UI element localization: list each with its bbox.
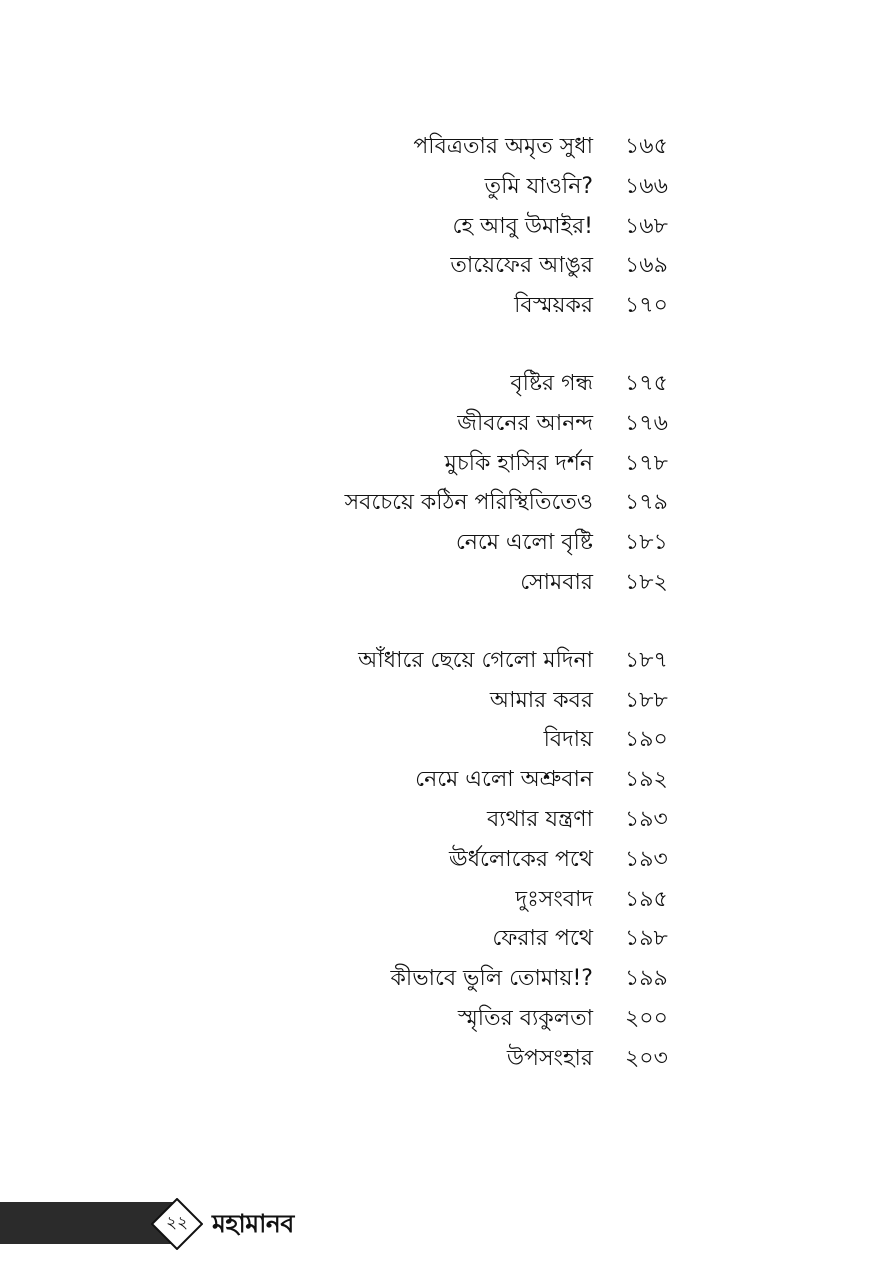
toc-entry-page: ১৯৩ (625, 846, 668, 872)
toc-entry[interactable] (0, 1040, 870, 1080)
toc-entry-title: দুঃসংবাদ (515, 886, 593, 912)
toc-entry[interactable] (0, 484, 870, 524)
toc-entry-page: ১৭৫ (625, 370, 668, 396)
toc-entry[interactable] (0, 721, 870, 761)
toc-entry-page: ১৬৮ (625, 213, 668, 239)
toc-entry-title: বিদায় (543, 727, 593, 753)
toc-entry-page: ১৬৯ (625, 253, 668, 279)
toc-entry-page: ২০৩ (625, 1045, 668, 1071)
toc-entry-page: ১৯৮ (625, 926, 668, 952)
toc-entry-page: ১৯৫ (625, 886, 668, 912)
toc-entry-title: জীবনের আনন্দ (457, 410, 593, 436)
toc-entry[interactable] (0, 801, 870, 841)
toc-entry-title: কীভাবে ভুলি তোমায়!? (390, 966, 593, 992)
toc-entry[interactable] (0, 920, 870, 960)
toc-entry-page: ১৯৯ (625, 966, 668, 992)
toc-entry-title: নেমে এলো অশ্রুবান (415, 767, 593, 793)
toc-entry-page: ১৭৮ (625, 450, 668, 476)
toc-entry-page: ১৯০ (625, 727, 668, 753)
toc-entry-page: ১৮৭ (625, 647, 668, 673)
book-brand-logo: মহামানব (212, 1209, 294, 1238)
toc-entry-page: ১৭৬ (625, 410, 668, 436)
toc-entry-title: ফেরার পথে (492, 926, 593, 952)
toc-entry-page: ১৭৯ (625, 490, 668, 516)
toc-entry-page: ২০০ (625, 1005, 668, 1031)
toc-entry-title: বৃষ্টির গন্ধ (510, 370, 593, 396)
toc-entry-page: ১৮২ (625, 569, 668, 595)
page-number: ২২ (165, 1213, 189, 1233)
toc-entry-page: ১৯৩ (625, 806, 668, 832)
toc-entry-page: ১৭০ (625, 293, 668, 319)
table-of-contents (0, 128, 870, 1118)
toc-entry[interactable] (0, 642, 870, 682)
toc-entry[interactable] (0, 168, 870, 208)
toc-entry[interactable] (0, 761, 870, 801)
toc-entry[interactable] (0, 564, 870, 604)
toc-entry[interactable] (0, 682, 870, 722)
toc-entry[interactable] (0, 128, 870, 168)
toc-entry-title: আমার কবর (489, 687, 593, 713)
toc-entry-title: ব্যথার যন্ত্রণা (487, 806, 593, 832)
toc-entry[interactable] (0, 1000, 870, 1040)
toc-group-1 (0, 128, 870, 327)
toc-entry[interactable] (0, 841, 870, 881)
toc-group-2 (0, 365, 870, 604)
toc-entry-title: স্মৃতির ব্যকুলতা (457, 1005, 593, 1031)
toc-entry-title: বিস্ময়কর (514, 293, 593, 319)
toc-entry-page: ১৯২ (625, 767, 668, 793)
toc-entry-page: ১৮৮ (625, 687, 668, 713)
toc-entry-title: হে আবু উমাইর! (452, 213, 593, 239)
toc-entry-page: ১৬৬ (625, 173, 668, 199)
toc-entry-title: সোমবার (520, 569, 593, 595)
toc-entry-title: আঁধারে ছেয়ে গেলো মদিনা (358, 647, 593, 673)
toc-entry[interactable] (0, 365, 870, 405)
toc-entry-page: ১৮১ (625, 530, 668, 556)
toc-entry-title: মুচকি হাসির দর্শন (444, 450, 593, 476)
toc-entry[interactable] (0, 208, 870, 248)
toc-entry[interactable] (0, 881, 870, 921)
toc-entry[interactable] (0, 524, 870, 564)
toc-entry[interactable] (0, 287, 870, 327)
toc-entry[interactable] (0, 445, 870, 485)
toc-entry-page: ১৬৫ (625, 134, 668, 159)
page-footer (0, 1198, 870, 1254)
toc-entry-title: পবিত্রতার অমৃত সুধা (413, 134, 593, 159)
toc-entry-title: উপসংহার (506, 1045, 593, 1071)
toc-entry-title: নেমে এলো বৃষ্টি (455, 530, 593, 556)
toc-entry[interactable] (0, 405, 870, 445)
toc-entry-title: ঊর্ধলোকের পথে (449, 846, 593, 872)
toc-entry-title: তায়েফের আঙুর (450, 253, 593, 279)
toc-entry[interactable] (0, 960, 870, 1000)
toc-entry-title: তুমি যাওনি? (484, 173, 593, 199)
toc-group-3 (0, 642, 870, 1080)
toc-entry-title: সবচেয়ে কঠিন পরিস্থিতিতেও (344, 490, 593, 516)
toc-entry[interactable] (0, 247, 870, 287)
